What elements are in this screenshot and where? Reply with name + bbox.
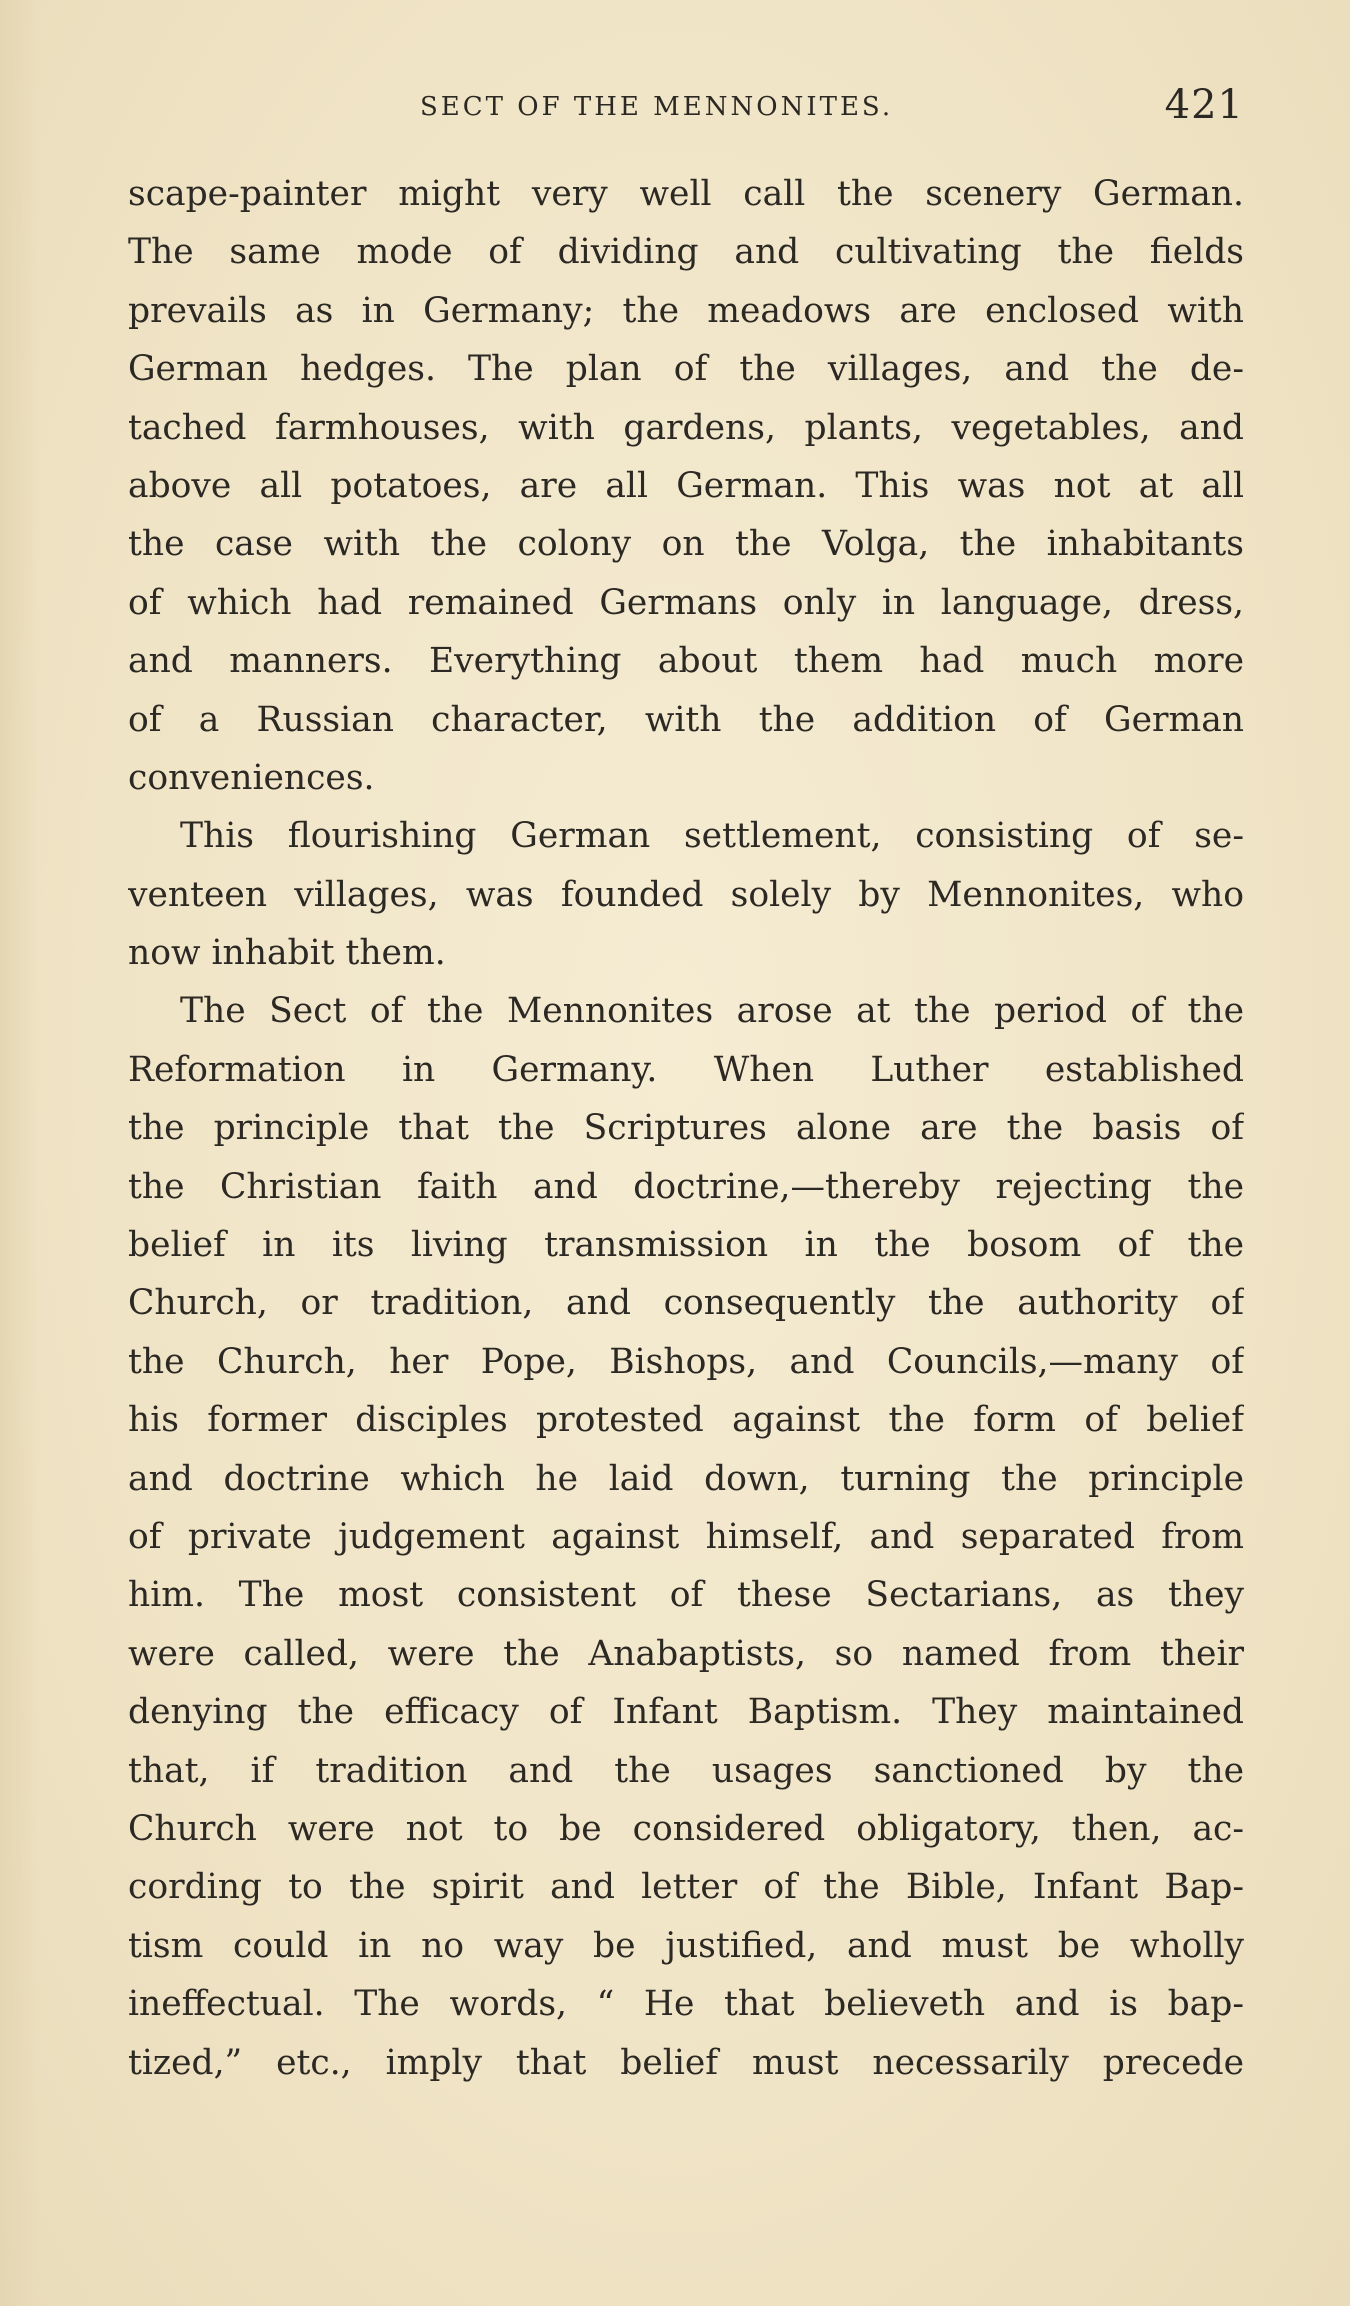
page-header bbox=[128, 82, 1244, 132]
text-line: above all potatoes, are all German. This was not at all bbox=[128, 465, 1244, 506]
paragraph-start-line: This flourishing German settlement, consisting of se- bbox=[180, 816, 1244, 857]
text-line: the principle that the Scriptures alone are the basis of bbox=[128, 1108, 1244, 1149]
text-line: and doctrine which he laid down, turning the principle bbox=[128, 1458, 1244, 1499]
binding-gutter-shadow bbox=[0, 0, 40, 2306]
text-line: The same mode of dividing and cultivating the fields bbox=[128, 232, 1244, 273]
paragraph-end-line: now inhabit them. bbox=[128, 933, 446, 974]
text-line: the Christian faith and doctrine,—thereby rejecting the bbox=[128, 1166, 1244, 1207]
text-line: his former disciples protested against the form of belief bbox=[128, 1400, 1244, 1441]
text-line: German hedges. The plan of the villages, and the de- bbox=[128, 349, 1244, 390]
text-line: tached farmhouses, with gardens, plants, vegetables, and bbox=[128, 407, 1244, 448]
text-line: of which had remained Germans only in language, dress, bbox=[128, 582, 1244, 623]
text-line: of a Russian character, with the addition of German bbox=[128, 699, 1244, 740]
text-line: venteen villages, was founded solely by Mennonites, who bbox=[128, 874, 1244, 915]
paragraph-start-line: The Sect of the Mennonites arose at the period of the bbox=[180, 991, 1244, 1032]
page-number: 421 bbox=[1164, 82, 1244, 128]
text-line: tism could in no way be justified, and must be wholly bbox=[128, 1925, 1244, 1966]
text-line: and manners. Everything about them had much more bbox=[128, 641, 1244, 682]
text-line: Church were not to be considered obligatory, then, ac- bbox=[128, 1808, 1244, 1849]
text-line: Reformation in Germany. When Luther established bbox=[128, 1049, 1244, 1090]
text-line: the case with the colony on the Volga, the inhabitants bbox=[128, 524, 1244, 565]
text-line: were called, were the Anabaptists, so named from their bbox=[128, 1633, 1244, 1674]
text-line: prevails as in Germany; the meadows are enclosed with bbox=[128, 290, 1244, 331]
text-line: Church, or tradition, and consequently the authority of bbox=[128, 1283, 1244, 1324]
text-line: the Church, her Pope, Bishops, and Councils,—many of bbox=[128, 1341, 1244, 1382]
paragraph-end-line: conveniences. bbox=[128, 757, 375, 798]
text-line: denying the efficacy of Infant Baptism. They maintained bbox=[128, 1692, 1244, 1733]
text-line: tized,” etc., imply that belief must necessarily precede bbox=[128, 2042, 1244, 2083]
text-line: scape-painter might very well call the scenery German. bbox=[128, 174, 1244, 214]
body-text bbox=[128, 165, 1244, 2092]
text-line: that, if tradition and the usages sanctioned by the bbox=[128, 1750, 1244, 1791]
running-title: SECT OF THE MENNONITES. bbox=[420, 92, 894, 122]
text-line: him. The most consistent of these Sectarians, as they bbox=[128, 1575, 1244, 1616]
text-line: belief in its living transmission in the bosom of the bbox=[128, 1225, 1244, 1266]
text-line: of private judgement against himself, and separated from bbox=[128, 1516, 1244, 1557]
text-line: cording to the spirit and letter of the Bible, Infant Bap- bbox=[128, 1867, 1244, 1908]
text-line: ineffectual. The words, “ He that believeth and is bap- bbox=[128, 1984, 1244, 2025]
